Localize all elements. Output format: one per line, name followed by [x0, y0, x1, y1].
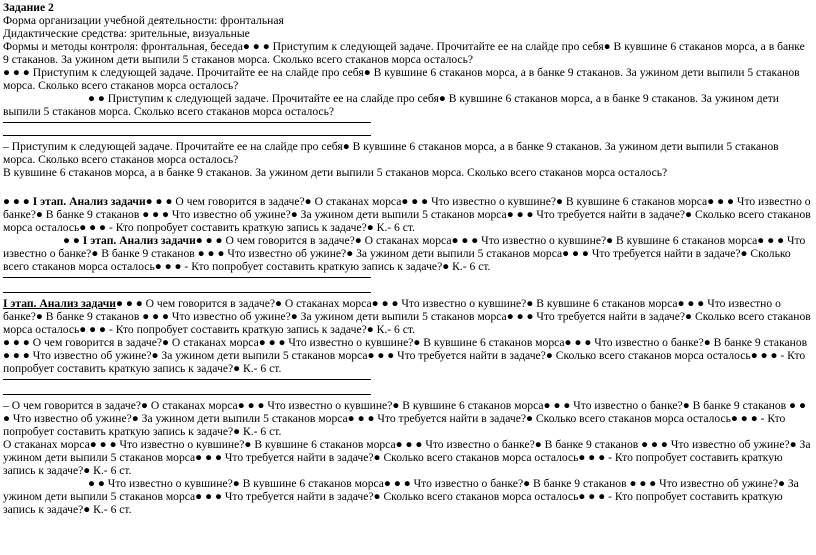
analysis-heading-2: ● ● I этап. Анализ задачи — [63, 234, 196, 247]
analysis-paragraph-4: ● ● ● О чем говорится в задаче?● О стаканах морса● ● ● Что известно о кувшине?● В кувшине 6 стаканов морса● ● ● Что известно о банке?● В банке 9 стаканов ● ● ● Что известно об ужине?● За ужином дети выпили 5 стаканов морса● ● ● Что требуется найти в задаче?● Сколько всего стаканов морса осталось● ● ● - Кто попробует составить краткую запись к задаче?● К.- 6 ст. — [3, 336, 808, 375]
divider-3 — [3, 277, 371, 278]
question-paragraph-1: – О чем говорится в задаче?● О стаканах морса● ● ● Что известно о кувшине?● В кувшине 6 стаканов морса● ● ● Что известно о банке?● В банке 9 стаканов ● ● ● Что известно об ужине?● За ужином дети выпили 5 стаканов морса● ● ● Что требуется найти в задаче?● Сколько всего стаканов морса осталось● ● ● - Кто попробует составить краткую запись к задаче?● К.- 6 ст. — [3, 399, 806, 438]
analysis-heading-1: ● ● ● I этап. Анализ задачи — [3, 195, 146, 208]
task-title: Задание 2 — [3, 1, 54, 14]
analysis-text-1: ● ● ● О чем говорится в задаче?● О стаканах морса● ● ● Что известно о кувшине?● В кувшине 6 стаканов морса● ● ● Что известно о банке?● В банке 9 стаканов ● ● ● Что известно об ужине?● За ужином дети выпили 5 стаканов морса● ● ● Что требуется найти в задаче?● Сколько всего стаканов морса осталось● ● ● - Кто попробует составить краткую запись к задаче?● К.- 6 ст. — [3, 195, 811, 234]
divider-2 — [3, 135, 371, 136]
analysis-paragraph-3 — [3, 297, 813, 336]
divider-6 — [3, 394, 371, 395]
question-paragraph-3: ● ● Что известно о кувшине?● В кувшине 6 стаканов морса● ● ● Что известно о банке?● В банке 9 стаканов ● ● ● Что известно об ужине?● За ужином дети выпили 5 стаканов морса● ● ● Что требуется найти в задаче?● Сколько всего стаканов морса осталось● ● ● - Кто попробует составить краткую запись к задаче?● К.- 6 ст. — [3, 477, 799, 516]
question-paragraph-2: О стаканах морса● ● ● Что известно о кувшине?● В кувшине 6 стаканов морса● ● ● Что известно о банке?● В банке 9 стаканов ● ● ● Что известно об ужине?● За ужином дети выпили 5 стаканов морса● ● ● Что требуется найти в задаче?● Сколько всего стаканов морса осталось● ● ● - Кто попробует составить краткую запись к задаче?● К.- 6 ст. — [3, 438, 811, 477]
analysis-text-2: ● ● ● О чем говорится в задаче?● О стаканах морса● ● ● Что известно о кувшине?● В кувшине 6 стаканов морса● ● ● Что известно о банке?● В банке 9 стаканов ● ● ● Что известно об ужине?● За ужином дети выпили 5 стаканов морса● ● ● Что требуется найти в задаче?● Сколько всего стаканов морса осталось● ● ● - Кто попробует составить краткую запись к задаче?● К.- 6 ст. — [3, 234, 806, 273]
organization-form-line: Форма организации учебной деятельности: фронтальная — [3, 14, 284, 27]
task-reading-paragraph-2: ● ● Приступим к следующей задаче. Прочитайте ее на слайде про себя● В кувшине 6 стаканов морса, а в банке 9 стаканов. За ужином дети выпили 5 стаканов морса. Сколько всего стаканов морса осталось? — [3, 92, 780, 118]
task-statement: В кувшине 6 стаканов морса, а в банке 9 стаканов. За ужином дети выпили 5 стаканов морса. Сколько всего стаканов морса осталось? — [3, 166, 668, 179]
divider-4 — [3, 292, 371, 293]
divider-1 — [3, 122, 371, 123]
didactic-means-line: Дидактические средства: зрительные, визуальные — [3, 27, 250, 40]
control-methods-paragraph: Формы и методы контроля: фронтальная, беседа● ● ● Приступим к следующей задаче. Прочитайте ее на слайде про себя● В кувшине 6 стаканов морса, а в банке 9 стаканов. За ужином дети выпили 5 стаканов морса. Сколько всего стаканов морса осталось? — [3, 40, 805, 66]
analysis-paragraph-2 — [3, 234, 813, 273]
analysis-heading-3: I этап. Анализ задачи — [3, 297, 116, 310]
divider-5 — [3, 379, 371, 380]
task-reading-paragraph-3: – Приступим к следующей задаче. Прочитайте ее на слайде про себя● В кувшине 6 стаканов морса, а в банке 9 стаканов. За ужином дети выпили 5 стаканов морса. Сколько всего стаканов морса осталось? — [3, 140, 779, 166]
analysis-paragraph-1 — [3, 195, 813, 234]
analysis-text-3: ● ● ● О чем говорится в задаче?● О стаканах морса● ● ● Что известно о кувшине?● В кувшине 6 стаканов морса● ● ● Что известно о банке?● В банке 9 стаканов ● ● ● Что известно об ужине?● За ужином дети выпили 5 стаканов морса● ● ● Что требуется найти в задаче?● Сколько всего стаканов морса осталось● ● ● - Кто попробует составить краткую запись к задаче?● К.- 6 ст. — [3, 297, 811, 336]
task-reading-paragraph-1: ● ● ● Приступим к следующей задаче. Прочитайте ее на слайде про себя● В кувшине 6 стаканов морса, а в банке 9 стаканов. За ужином дети выпили 5 стаканов морса. Сколько всего стаканов морса осталось? — [3, 66, 800, 92]
